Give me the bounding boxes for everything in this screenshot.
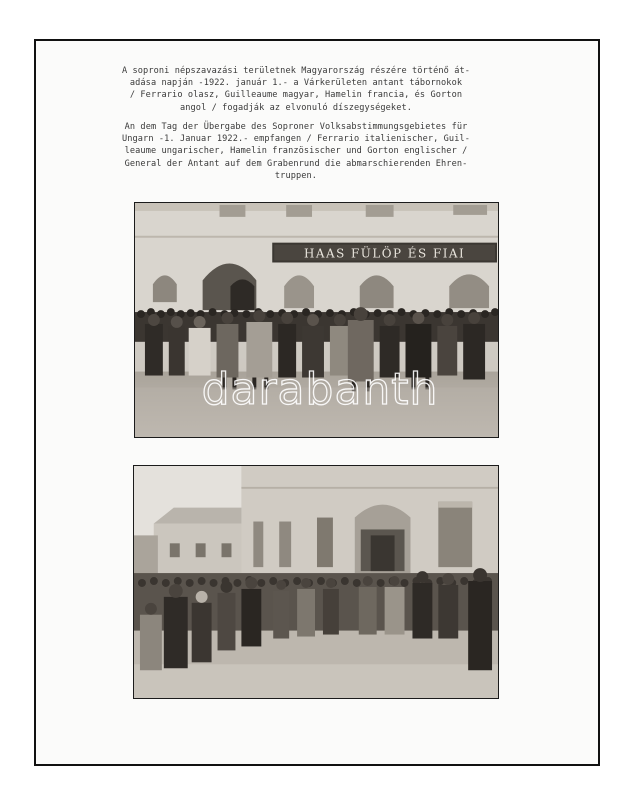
photo-crowd-street: [133, 465, 499, 699]
caption-hungarian-line: / Ferrario olasz, Guilleaume magyar, Hamelin francia, és Gorton: [129, 90, 463, 101]
caption-hungarian: [76, 65, 516, 114]
photo-crowd-image: [134, 466, 498, 698]
caption-german-line: Ungarn -1. Januar 1922.- empfangen / Ferrario italienischer, Guil-: [121, 134, 471, 145]
caption-german-line: General der Antant auf dem Grabenrund die abmarschierenden Ehren-: [124, 158, 468, 169]
caption-german-line: truppen.: [274, 170, 318, 181]
caption-german-line: An dem Tag der Übergabe des Soproner Volksabstimmungsgebietes für: [124, 122, 468, 132]
photo-generals-reception: [134, 202, 499, 438]
caption-hungarian-line: adása napján -1922. január 1.- a Várkerületen antant tábornokok: [129, 78, 463, 89]
caption-german-line: leaume ungarischer, Hamelin französischer und Gorton englischer /: [124, 146, 468, 157]
caption-hungarian-line: A soproni népszavazási területnek Magyarország részére történő át-: [121, 66, 471, 76]
caption-hungarian-line: angol / fogadják az elvonuló díszegységeket.: [179, 102, 413, 113]
photo-generals-image: [135, 203, 498, 437]
shop-sign-text: HAAS FÜLÖP ÉS FIAI: [304, 246, 466, 261]
caption-german: [76, 121, 516, 182]
